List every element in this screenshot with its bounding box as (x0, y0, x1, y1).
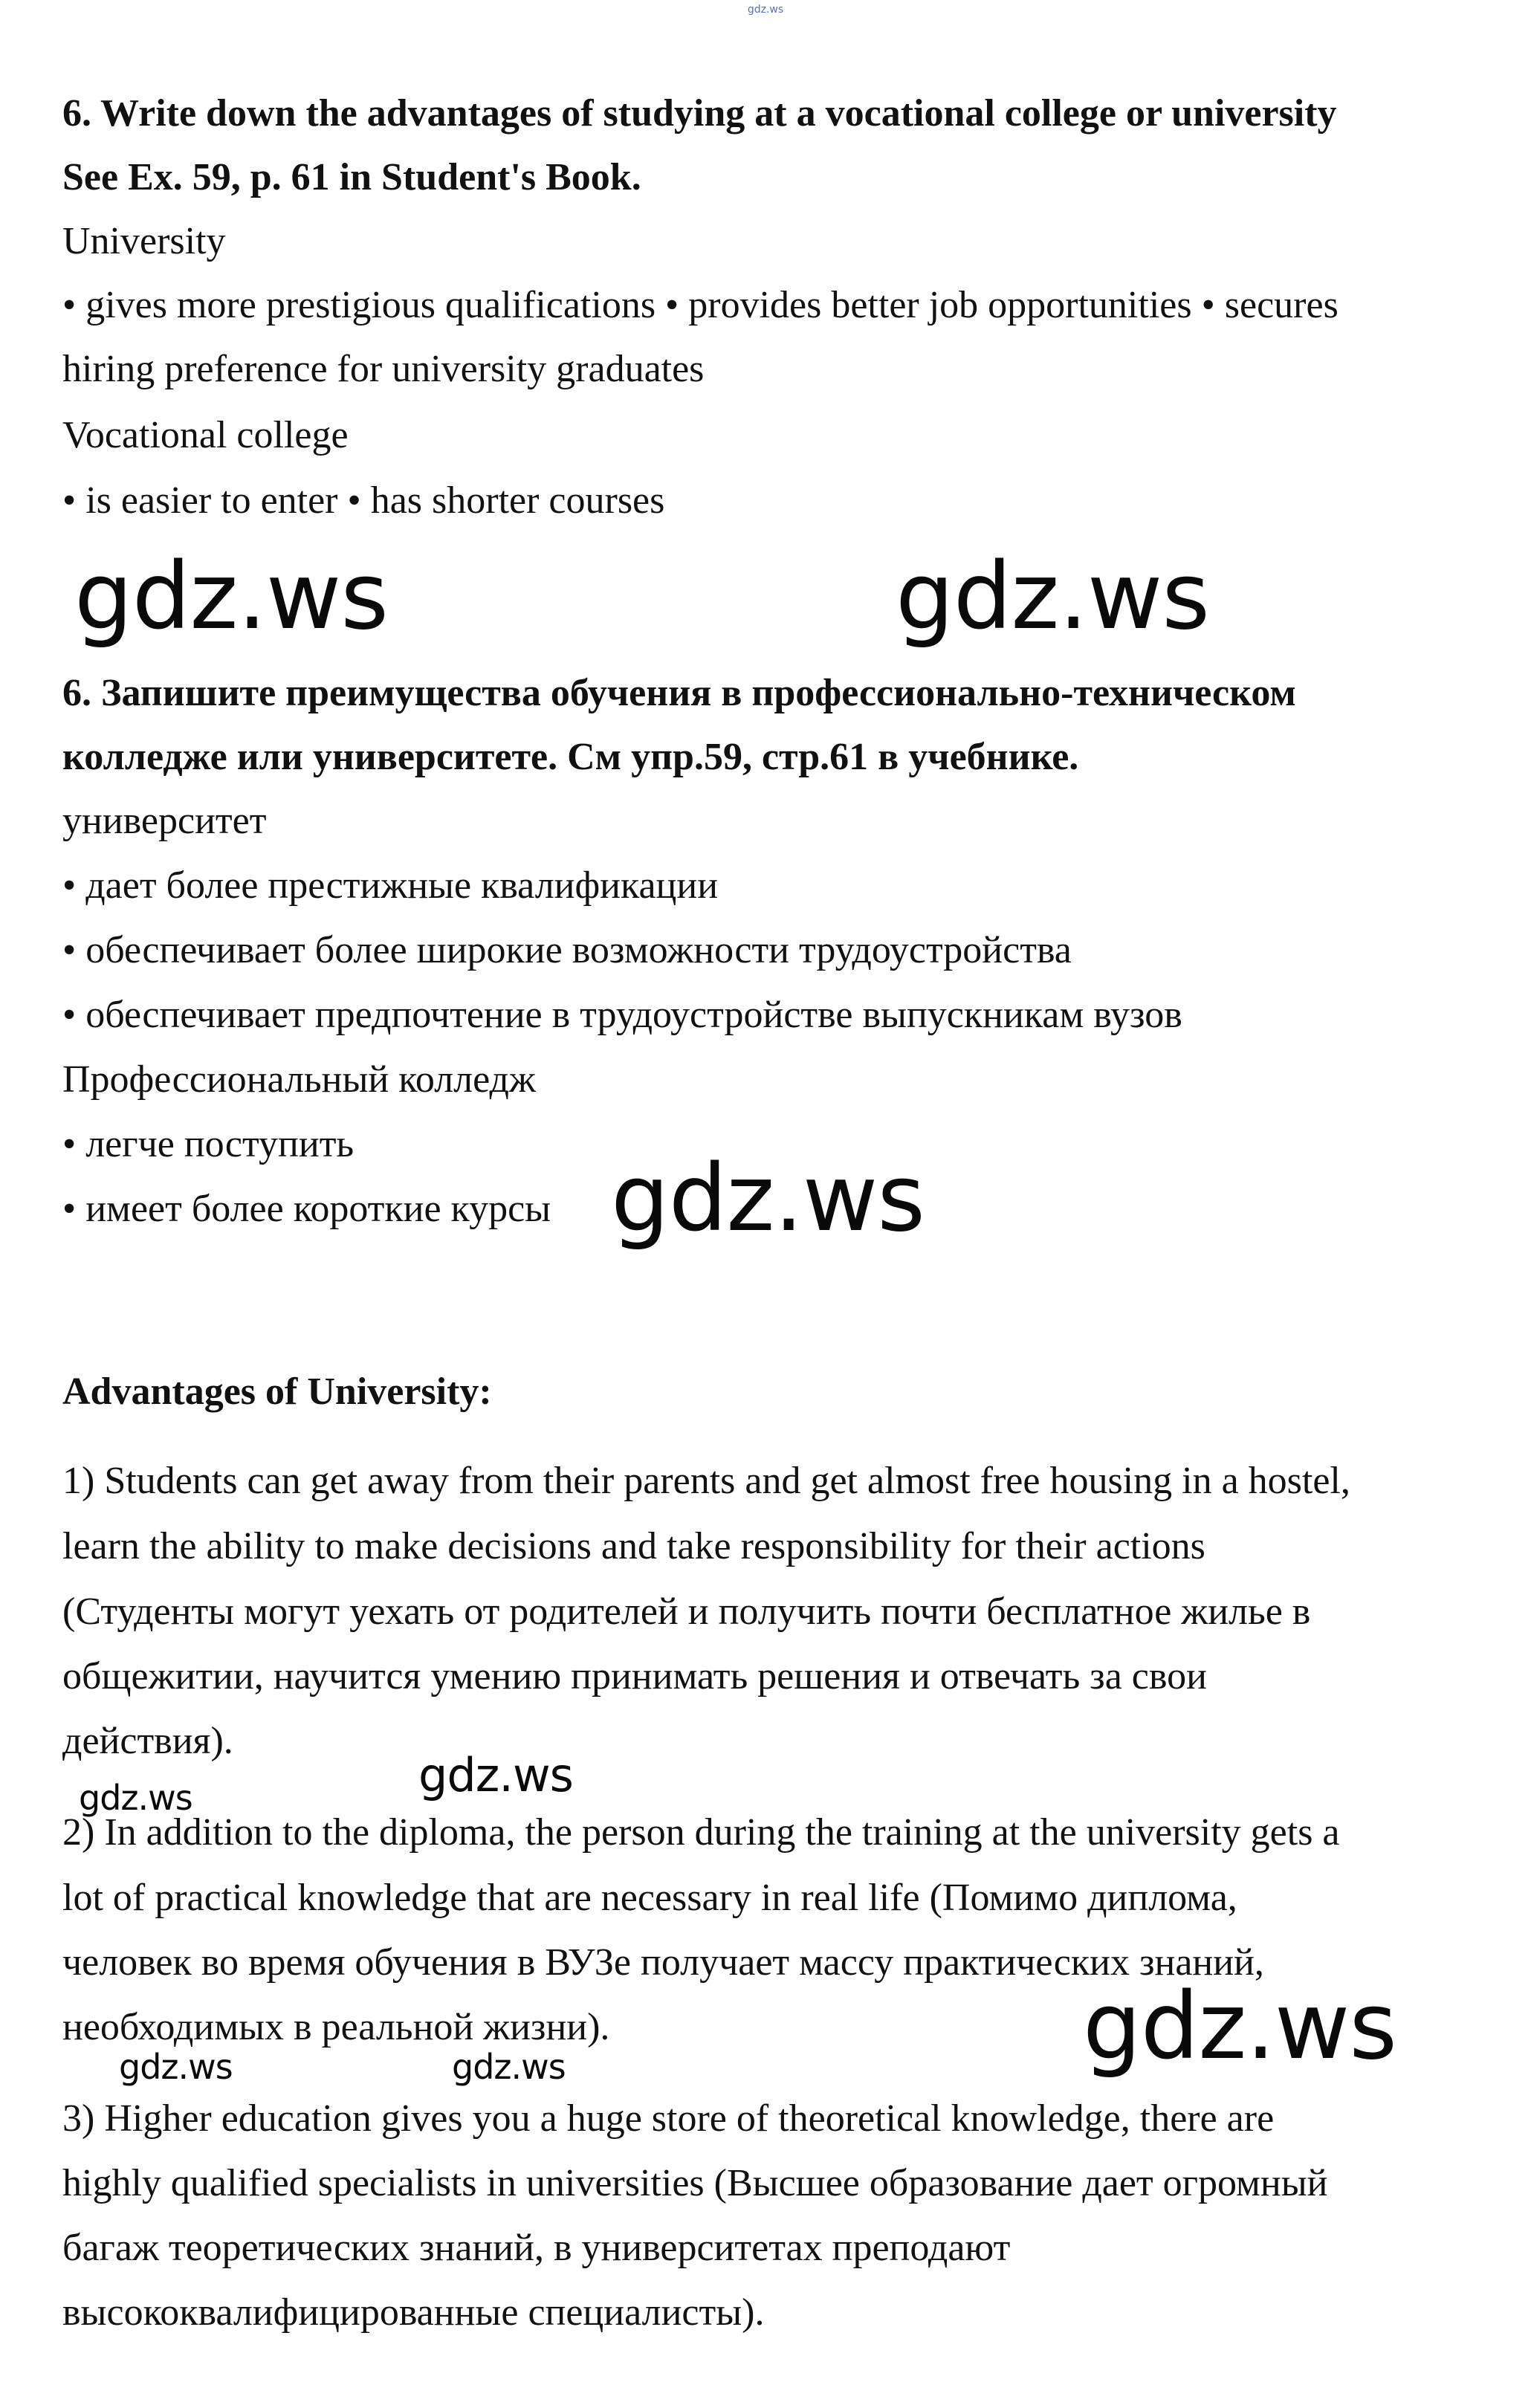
watermark: gdz.ws (611, 1145, 925, 1252)
watermark: gdz.ws (74, 543, 388, 650)
advantage-2-line: человек во время обучения в ВУЗе получает массу практических знаний, (62, 1941, 1264, 1984)
advantage-1-line: 1) Students can get away from their parents and get almost free housing in a hostel, (62, 1460, 1350, 1502)
advantage-3-line: высококвалифицированные специалисты). (62, 2291, 765, 2334)
college-label-en: Vocational college (62, 414, 349, 456)
advantage-3-line: багаж теоретических знаний, в университетах преподают (62, 2227, 1011, 2269)
advantage-1-line: общежитии, научится умению принимать решения и отвечать за свои (62, 1655, 1207, 1697)
watermark: gdz.ws (79, 1778, 192, 1818)
advantage-1-line: (Студенты могут уехать от родителей и получить почти бесплатное жилье в (62, 1590, 1311, 1633)
exercise-heading-ru-line2: колледже или университете. См упр.59, стр.61 в учебнике. (62, 736, 1079, 778)
university-points-en-line2: hiring preference for university graduates (62, 348, 705, 390)
university-label-ru: университет (62, 800, 267, 842)
advantages-heading: Advantages of University: (62, 1370, 492, 1413)
advantage-3-line: 3) Higher education gives you a huge store of theoretical knowledge, there are (62, 2097, 1275, 2140)
university-label-en: University (62, 220, 226, 262)
exercise-heading-en-line1: 6. Write down the advantages of studying at a vocational college or university (62, 92, 1337, 135)
college-points-en: • is easier to enter • has shorter courses (62, 479, 665, 522)
university-point-ru: • дает более престижные квалификации (62, 864, 719, 907)
watermark: gdz.ws (1083, 1973, 1396, 2080)
college-label-ru: Профессиональный колледж (62, 1058, 536, 1101)
college-point-ru: • имеет более короткие курсы (62, 1188, 551, 1230)
advantage-2-line: lot of practical knowledge that are necessary in real life (Помимо диплома, (62, 1877, 1237, 1919)
exercise-heading-en-line2: See Ex. 59, p. 61 in Student's Book. (62, 156, 641, 198)
advantage-1-line: learn the ability to make decisions and take responsibility for their actions (62, 1525, 1205, 1567)
advantage-2-line: 2) In addition to the diploma, the person during the training at the university gets a (62, 1811, 1340, 1854)
college-point-ru: • легче поступить (62, 1123, 355, 1165)
watermark: gdz.ws (896, 543, 1209, 650)
watermark: gdz.ws (452, 2047, 566, 2087)
watermark: gdz.ws (418, 1748, 573, 1802)
advantage-3-line: highly qualified specialists in universities (Высшее образование дает огромный (62, 2162, 1328, 2204)
advantage-2-line: необходимых в реальной жизни). (62, 2006, 610, 2048)
source-mark: gdz.ws (747, 4, 784, 16)
university-points-en-line1: • gives more prestigious qualifications • provides better job opportunities • secures (62, 284, 1339, 326)
university-point-ru: • обеспечивает предпочтение в трудоустройстве выпускникам вузов (62, 994, 1182, 1036)
watermark: gdz.ws (119, 2047, 233, 2087)
university-point-ru: • обеспечивает более широкие возможности трудоустройства (62, 929, 1072, 971)
advantage-1-line: действия). (62, 1720, 233, 1762)
exercise-heading-ru-line1: 6. Запишите преимущества обучения в профессионально-техническом (62, 672, 1296, 714)
